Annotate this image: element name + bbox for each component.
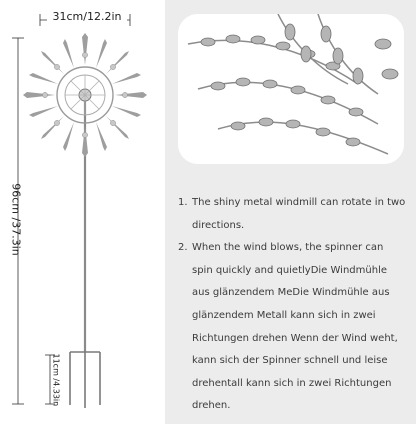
ground-stake — [70, 352, 100, 408]
feature-text: The shiny metal windmill can rotate in two directions. — [192, 197, 406, 231]
stake-label: 11cm /4.33in — [51, 353, 61, 407]
spinner-closeup-image — [178, 14, 404, 164]
windmill-illustration — [0, 0, 165, 424]
feature-number: 2. — [178, 242, 188, 254]
feature-item — [178, 237, 406, 418]
spinner-head — [23, 33, 147, 157]
feature-number: 1. — [178, 197, 188, 208]
width-label: 31cm/12.2in — [47, 10, 127, 23]
product-diagram-panel — [0, 0, 165, 424]
feature-list — [178, 192, 406, 418]
feature-item — [178, 192, 406, 237]
height-label: 96cm /37.3in — [9, 183, 23, 256]
feature-text: When the wind blows, the spinner can spin quickly and quietlyDie Windmühle aus glänzendem MeDie Windmühle aus glänzendem Metall kann sich in zwei Richtungen drehen Wenn der Wind weht, kann sich der Spinner schnell und leise drehentall kann sich in zwei Richtungen drehen. — [192, 242, 398, 412]
closeup-photo — [178, 14, 404, 164]
